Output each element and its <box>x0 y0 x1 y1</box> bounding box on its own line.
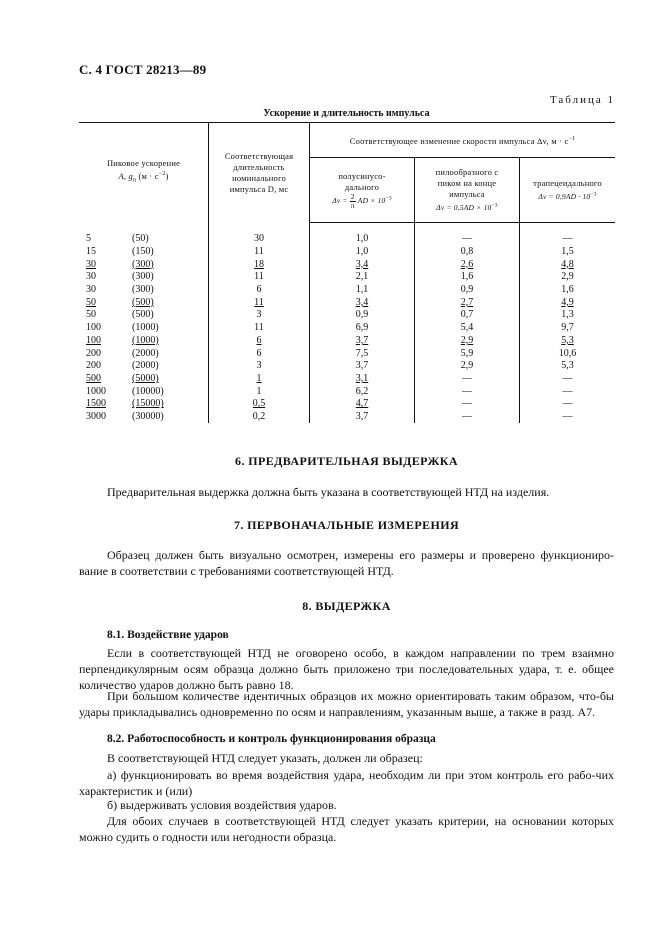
table-row <box>79 398 615 411</box>
cell-halfsine: 6,9 <box>310 322 415 335</box>
cell-acceleration-ms2: (1000) <box>132 334 159 346</box>
cell-acceleration-ms2: (500) <box>132 296 154 308</box>
paragraph-8-2-c: б) выдерживать условия воздействия ударов. <box>107 798 337 812</box>
table-row <box>79 296 615 309</box>
cell-duration: 0,2 <box>209 411 310 424</box>
cell-acceleration-ms2: (300) <box>132 271 154 283</box>
cell-trapezoidal: 4,8 <box>520 258 616 271</box>
cell-acceleration-ms2: (1000) <box>132 322 159 334</box>
cell-acceleration-g: 30 <box>86 271 96 283</box>
cell-trapezoidal: — <box>520 223 616 246</box>
cell-acceleration-g: 1000 <box>86 385 106 397</box>
table-label: Таблица 1 <box>549 94 615 106</box>
cell-acceleration-g: 30 <box>86 258 96 270</box>
cell-acceleration-g: 200 <box>86 347 101 359</box>
paragraph-8-2-b: а) функционировать во время воздействия удара, необходим ли при этом контроль его рабо-чих характеристик и (или) <box>79 768 614 798</box>
table-row <box>79 360 615 373</box>
cell-duration: 1 <box>209 373 310 386</box>
cell-acceleration-g: 50 <box>86 309 96 321</box>
cell-sawtooth: — <box>415 385 520 398</box>
cell-acceleration-g: 1500 <box>86 398 106 410</box>
cell-trapezoidal: — <box>520 385 616 398</box>
cell-halfsine: 7,5 <box>310 347 415 360</box>
cell-acceleration-g: 50 <box>86 296 96 308</box>
cell-sawtooth: — <box>415 411 520 424</box>
header-peak-acceleration: Пиковое ускорение A, $g_n$ $(м \cdot с^{-2})$ <box>79 123 209 223</box>
cell-duration: 18 <box>209 258 310 271</box>
cell-trapezoidal: 1,3 <box>520 309 616 322</box>
table-row <box>79 284 615 297</box>
cell-duration: 11 <box>209 271 310 284</box>
cell-duration: 1 <box>209 385 310 398</box>
cell-duration: 3 <box>209 309 310 322</box>
header-halfsine: полусинусо- дального Δv = $\frac{2}{\pi}$ AD × $10^{-3}$ <box>310 158 415 223</box>
cell-duration: 30 <box>209 223 310 246</box>
cell-sawtooth: 1,6 <box>415 271 520 284</box>
cell-acceleration-ms2: (2000) <box>132 360 159 372</box>
cell-acceleration-ms2: (2000) <box>132 347 159 359</box>
cell-trapezoidal: 4,9 <box>520 296 616 309</box>
cell-duration: 6 <box>209 284 310 297</box>
cell-halfsine: 3,4 <box>310 258 415 271</box>
table-row <box>79 373 615 386</box>
cell-sawtooth: 2,6 <box>415 258 520 271</box>
cell-trapezoidal: — <box>520 398 616 411</box>
cell-halfsine: 1,0 <box>310 246 415 259</box>
cell-halfsine: 3,7 <box>310 411 415 424</box>
table-row <box>79 271 615 284</box>
cell-halfsine: 3,7 <box>310 360 415 373</box>
page-header: С. 4 ГОСТ 28213—89 <box>79 62 207 77</box>
cell-acceleration-ms2: (300) <box>132 258 154 270</box>
cell-halfsine: 4,7 <box>310 398 415 411</box>
cell-sawtooth: — <box>415 223 520 246</box>
cell-halfsine: 2,1 <box>310 271 415 284</box>
paragraph-8-1-b: При большом количестве идентичных образцов их можно ориентировать таким образом, что-бы удары прикладывались одновременно по осям и направлениям, указанным выше, а также в разд. А7. <box>79 689 614 719</box>
header-velocity-change: Соответствующее изменение скорости импульса Δv, $м \cdot с^{-1}$ <box>310 123 616 158</box>
section-8-title: 8. ВЫДЕРЖКА <box>302 599 391 613</box>
header-sawtooth: пилообразного с пиком на конце импульса $\Delta v = 0,5AD \times 10^{-3}$ <box>415 158 520 223</box>
cell-sawtooth: 5,4 <box>415 322 520 335</box>
cell-acceleration-g: 100 <box>86 322 101 334</box>
cell-trapezoidal: 9,7 <box>520 322 616 335</box>
cell-trapezoidal: 5,3 <box>520 360 616 373</box>
cell-trapezoidal: 2,9 <box>520 271 616 284</box>
cell-acceleration-ms2: (150) <box>132 246 154 258</box>
table-row <box>79 411 615 424</box>
cell-acceleration-g: 15 <box>86 246 96 258</box>
cell-duration: 11 <box>209 246 310 259</box>
cell-acceleration-ms2: (300) <box>132 284 154 296</box>
cell-sawtooth: 2,7 <box>415 296 520 309</box>
header-duration: Соответствующая длительность номинального импульса D, мс <box>209 123 310 223</box>
cell-halfsine: 1,1 <box>310 284 415 297</box>
cell-sawtooth: 2,9 <box>415 360 520 373</box>
section-6-text: Предварительная выдержка должна быть указана в соответствующей НТД на изделия. <box>107 485 550 499</box>
cell-acceleration-g: 3000 <box>86 410 106 422</box>
table-row <box>79 347 615 360</box>
table-row <box>79 335 615 348</box>
section-7-title: 7. ПЕРВОНАЧАЛЬНЫЕ ИЗМЕРЕНИЯ <box>233 518 460 532</box>
cell-sawtooth: — <box>415 373 520 386</box>
cell-acceleration-ms2: (5000) <box>132 372 159 384</box>
table-row <box>79 246 615 259</box>
cell-trapezoidal: 1,5 <box>520 246 616 259</box>
impulse-table <box>79 122 615 423</box>
cell-acceleration-g: 500 <box>86 372 101 384</box>
paragraph-8-1-a: Если в соответствующей НТД не оговорено особо, в каждом направлении по трем взаимно перпендикулярным осям образца должно быть приложено три последовательных удара, т. е. общее количество ударов должно быть равно 18. <box>79 646 614 692</box>
cell-duration: 6 <box>209 335 310 348</box>
cell-trapezoidal: 10,6 <box>520 347 616 360</box>
subsection-8-1-title: 8.1. Воздействие ударов <box>107 629 229 641</box>
cell-acceleration-g: 5 <box>86 233 91 245</box>
cell-sawtooth: 5,9 <box>415 347 520 360</box>
table-row <box>79 223 615 246</box>
cell-halfsine: 0,9 <box>310 309 415 322</box>
cell-acceleration-g: 200 <box>86 360 101 372</box>
table-row <box>79 258 615 271</box>
paragraph-8-2-a: В соответствующей НТД следует указать, должен ли образец: <box>107 751 423 765</box>
cell-duration: 3 <box>209 360 310 373</box>
paragraph-8-2-d: Для обоих случаев в соответствующей НТД следует указать критерии, на основании которых можно судить о годности или негодности образца. <box>79 814 614 844</box>
table-row <box>79 309 615 322</box>
cell-halfsine: 1,0 <box>310 223 415 246</box>
header-trapezoidal: трапецеидального $\Delta v = 0,9AD \cdot 10^{-3}$ <box>520 158 616 223</box>
cell-trapezoidal: — <box>520 373 616 386</box>
section-6-title: 6. ПРЕДВАРИТЕЛЬНАЯ ВЫДЕРЖКА <box>235 454 458 468</box>
cell-duration: 6 <box>209 347 310 360</box>
subsection-8-2-title: 8.2. Работоспособность и контроль функционирования образца <box>107 733 436 745</box>
cell-sawtooth: 0,9 <box>415 284 520 297</box>
table-row <box>79 385 615 398</box>
cell-halfsine: 3,1 <box>310 373 415 386</box>
cell-duration: 11 <box>209 296 310 309</box>
section-7-text: Образец должен быть визуально осмотрен, измерены его размеры и проверено функциониро-вание в соответствии с требованиями соответствующей НТД. <box>79 548 614 578</box>
cell-sawtooth: 0,7 <box>415 309 520 322</box>
cell-sawtooth: 0,8 <box>415 246 520 259</box>
table-caption: Ускорение и длительность импульса <box>263 108 430 119</box>
cell-halfsine: 6,2 <box>310 385 415 398</box>
cell-halfsine: 3,7 <box>310 335 415 348</box>
cell-duration: 11 <box>209 322 310 335</box>
cell-trapezoidal: 5,3 <box>520 335 616 348</box>
cell-sawtooth: — <box>415 398 520 411</box>
cell-acceleration-g: 100 <box>86 334 101 346</box>
cell-acceleration-ms2: (30000) <box>132 410 164 422</box>
cell-acceleration-ms2: (50) <box>132 233 149 245</box>
table-row <box>79 322 615 335</box>
cell-acceleration-ms2: (10000) <box>132 385 164 397</box>
cell-trapezoidal: 1,6 <box>520 284 616 297</box>
cell-trapezoidal: — <box>520 411 616 424</box>
cell-acceleration-ms2: (15000) <box>132 398 164 410</box>
cell-acceleration-ms2: (500) <box>132 309 154 321</box>
cell-sawtooth: 2,9 <box>415 335 520 348</box>
cell-halfsine: 3,4 <box>310 296 415 309</box>
cell-duration: 0,5 <box>209 398 310 411</box>
cell-acceleration-g: 30 <box>86 284 96 296</box>
